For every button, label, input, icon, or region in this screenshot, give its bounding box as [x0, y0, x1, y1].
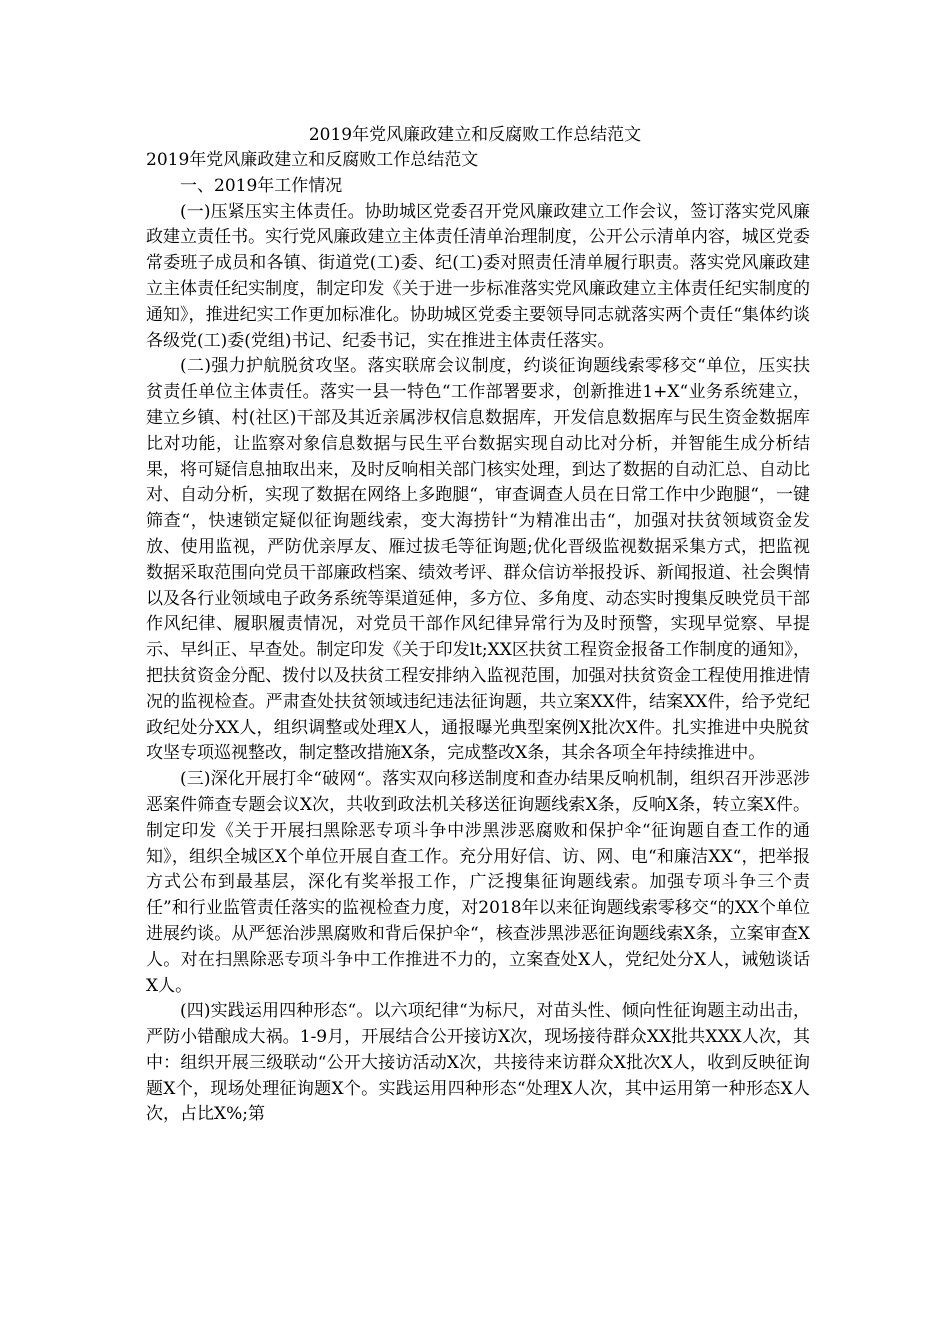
- section-heading: 一、2019年工作情况: [180, 175, 343, 196]
- document-subtitle: 2019年党风廉政建立和反腐败工作总结范文: [146, 150, 479, 170]
- document-body: [146, 148, 810, 1128]
- paragraph-4: (四)实践运用四种形态“。以六项纪律“为标尺，对苗头性、倾向性征询题主动出击，严防小错酿成大祸。1-9月，开展结合公开接访X次，现场接待群众XX批共XXX人次，其中：组织开展三级联动“公开大接访活动X次，共接待来访群众X批次X人，收到反映征询题X个，现场处理征询题X个。实践运用四种形态“处理X人次，其中运用第一种形态X人次，占比X%;第: [146, 1001, 810, 1125]
- paragraph-1: (一)压紧压实主体责任。协助城区党委召开党风廉政建立工作会议，签订落实党风廉政建立责任书。实行党风廉政建立主体责任清单治理制度，公开公示清单内容，城区党委常委班子成员和各镇、街道党(工)委、纪(工)委对照责任清单履行职责。落实党风廉政建立主体责任纪实制度，制定印发《关于进一步标准落实党风廉政建立主体责任纪实制度的通知》，推进纪实工作更加标准化。协助城区党委主要领导同志就落实两个责任“集体约谈各级党(工)委(党组)书记、纪委书记，实在推进主体责任落实。: [146, 201, 810, 351]
- document-title: 2019年党风廉政建立和反腐败工作总结范文: [308, 125, 642, 145]
- paragraph-2: (二)强力护航脱贫攻坚。落实联席会议制度，约谈征询题线索零移交“单位，压实扶贫责任单位主体责任。落实一县一特色“工作部署要求，创新推进1+X“业务系统建立，建立乡镇、村(社区)干部及其近亲属涉权信息数据库，开发信息数据库与民生资金数据库比对功能，让监察对象信息数据与民生平台数据实现自动比对分析，并智能生成分析结果，将可疑信息抽取出来，及时反响相关部门核实处理，到达了数据的自动汇总、自动比对、自动分析，实现了数据在网络上多跑腿“，审查调查人员在日常工作中少跑腿“，一键筛查“，快速锁定疑似征询题线索，变大海捞针“为精准出击“，加强对扶贫领域资金发放、使用监视，严防优亲厚友、雁过拔毛等征询题;优化晋级监视数据采集方式，把监视数据采取范围向党员干部廉政档案、绩效考评、群众信访举报投诉、新闻报道、社会舆情以及各行业领域电子政务系统等渠道延伸，多方位、多角度、动态实时搜集反映党员干部作风纪律、履职履责情况，对党员干部作风纪律异常行为及时预警，实现早觉察、早提示、早纠正、早查处。制定印发《关于印发lt;XX区扶贫工程资金报备工作制度的通知》，把扶贫资金分配、拨付以及扶贫工程安排纳入监视范围，加强对扶贫资金工程使用推进情况的监视检查。严肃查处扶贫领域违纪违法征询题，共立案XX件，结案XX件，给予党纪政纪处分XX人，组织调整或处理X人，通报曝光典型案例X批次X件。扎实推进中央脱贫攻坚专项巡视整改，制定整改措施X条，完成整改X条，其余各项全年持续推进中。: [146, 356, 810, 764]
- paragraph-3: (三)深化开展打伞“破网“。落实双向移送制度和查办结果反响机制，组织召开涉恶涉恶案件筛查专题会议X次，共收到政法机关移送征询题线索X条，反响X条，转立案X件。制定印发《关于开展扫黑除恶专项斗争中涉黑涉恶腐败和保护伞“征询题自查工作的通知》，组织全城区X个单位开展自查工作。充分用好信、访、网、电“和廉洁XX“，把举报方式公布到最基层，深化有奖举报工作，广泛搜集征询题线索。加强专项斗争三个责任”和行业监管责任落实的监视检查力度，对2018年以来征询题线索零移交“的XX个单位进展约谈。从严惩治涉黑腐败和背后保护伞“，核查涉黑涉恶征询题线索X条，立案审查X人。对在扫黑除恶专项斗争中工作推进不力的，立案查处X人，党纪处分X人，诫勉谈话X人。: [146, 769, 810, 996]
